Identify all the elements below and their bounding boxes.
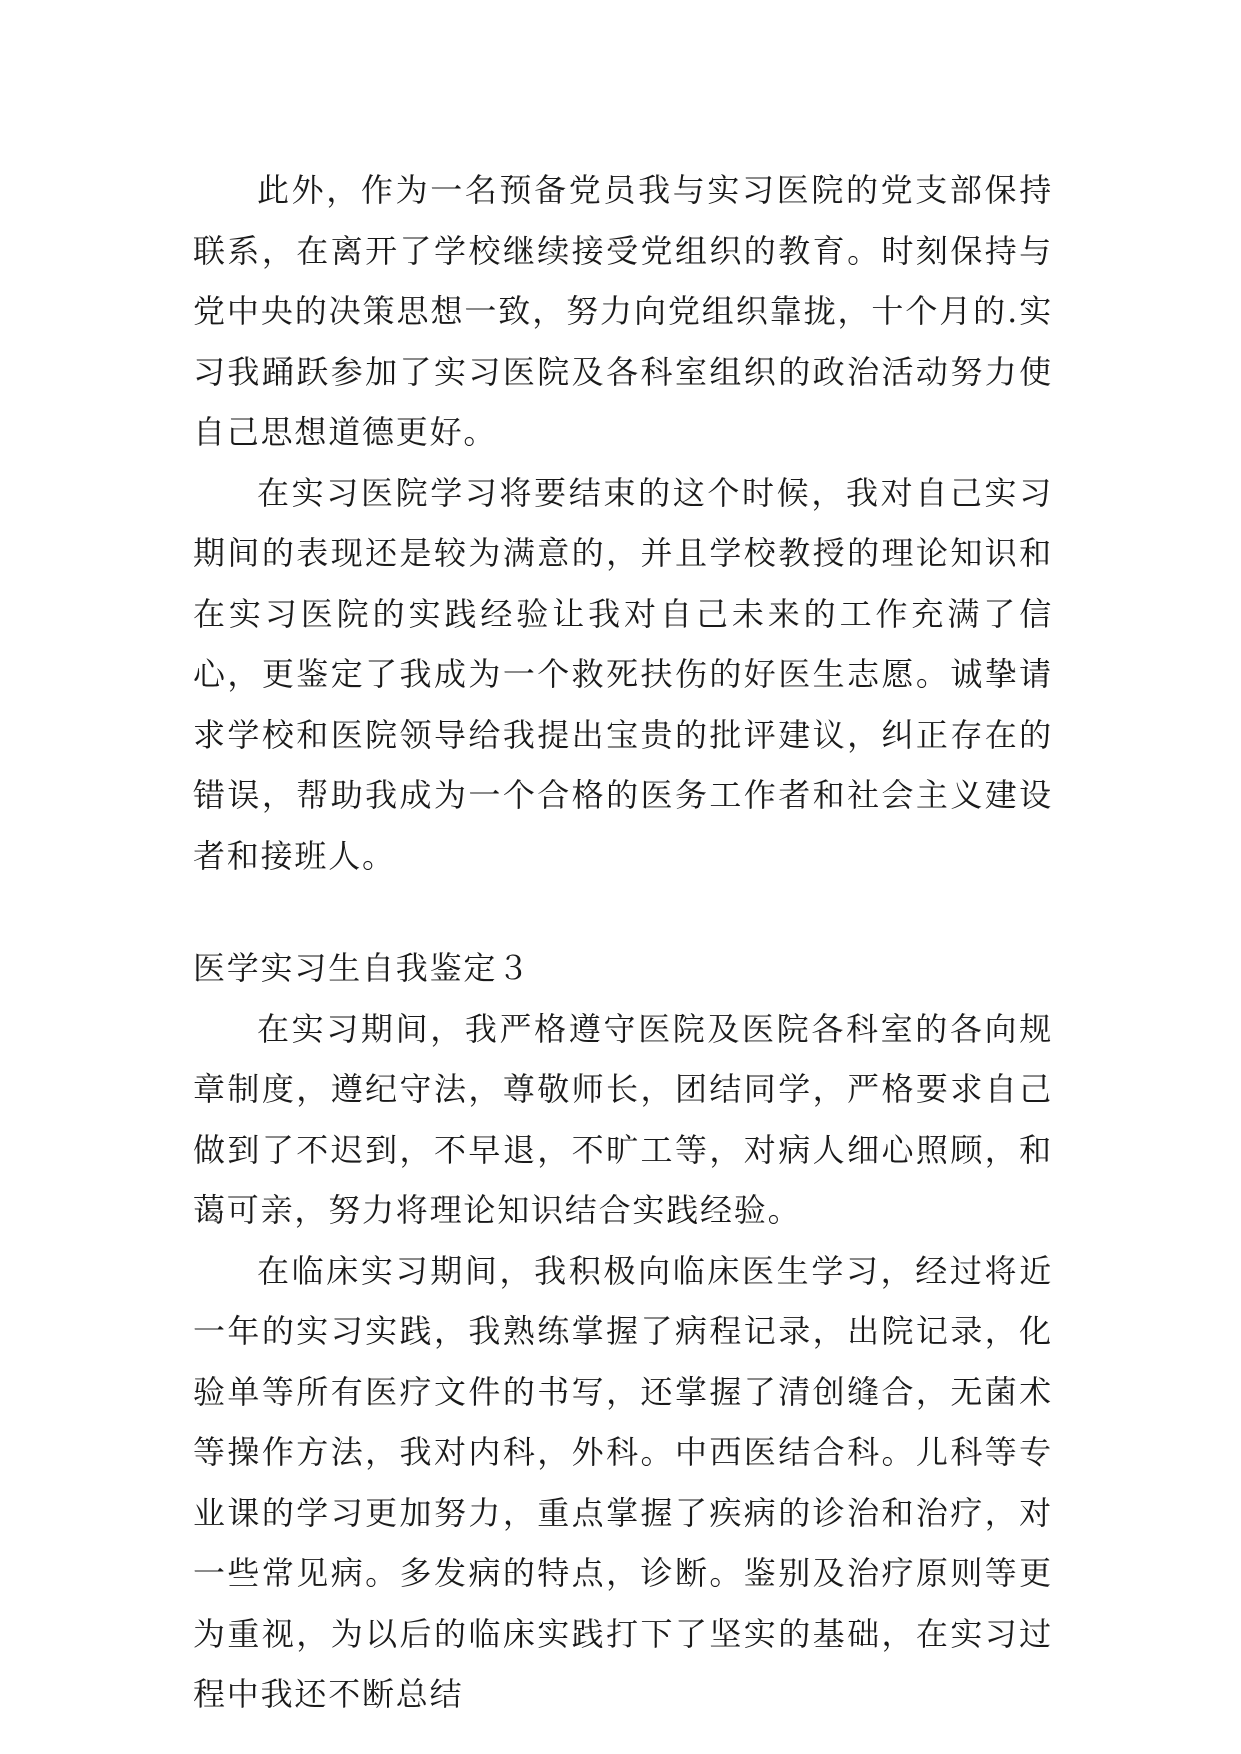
paragraph-discipline: 在实习期间，我严格遵守医院及医院各科室的各向规章制度，遵纪守法，尊敬师长，团结同学，严格要求自己做到了不迟到，不早退，不旷工等，对病人细心照顾，和蔼可亲，努力将理论知识结合实践经验。: [193, 1009, 1053, 1229]
section-title: 医学实习生自我鉴定３: [193, 949, 532, 987]
paragraph-clinical-practice: 在临床实习期间，我积极向临床医生学习，经过将近一年的实习实践，我熟练掌握了病程记录，出院记录，化验单等所有医疗文件的书写，还掌握了清创缝合，无菌术等操作方法，我对内科，外科。中西医结合科。儿科等专业课的学习更加努力，重点掌握了疾病的诊治和治疗，对一些常见病。多发病的特点，诊断。鉴别及治疗原则等更为重视，为以后的临床实践打下了坚实的基础，在实习过程中我还不断总结: [193, 1251, 1053, 1713]
document-body: [193, 160, 1053, 1725]
paragraph-internship-end: 在实习医院学习将要结束的这个时候，我对自己实习期间的表现还是较为满意的，并且学校教授的理论知识和在实习医院的实践经验让我对自己未来的工作充满了信心，更鉴定了我成为一个救死扶伤的好医生志愿。诚挚请求学校和医院领导给我提出宝贵的批评建议，纠正存在的错误，帮助我成为一个合格的医务工作者和社会主义建设者和接班人。: [193, 473, 1053, 875]
paragraph-party-member: 此外，作为一名预备党员我与实习医院的党支部保持联系，在离开了学校继续接受党组织的教育。时刻保持与党中央的决策思想一致，努力向党组织靠拢，十个月的.实习我踊跃参加了实习医院及各科室组织的政治活动努力使自己思想道德更好。: [193, 171, 1053, 451]
